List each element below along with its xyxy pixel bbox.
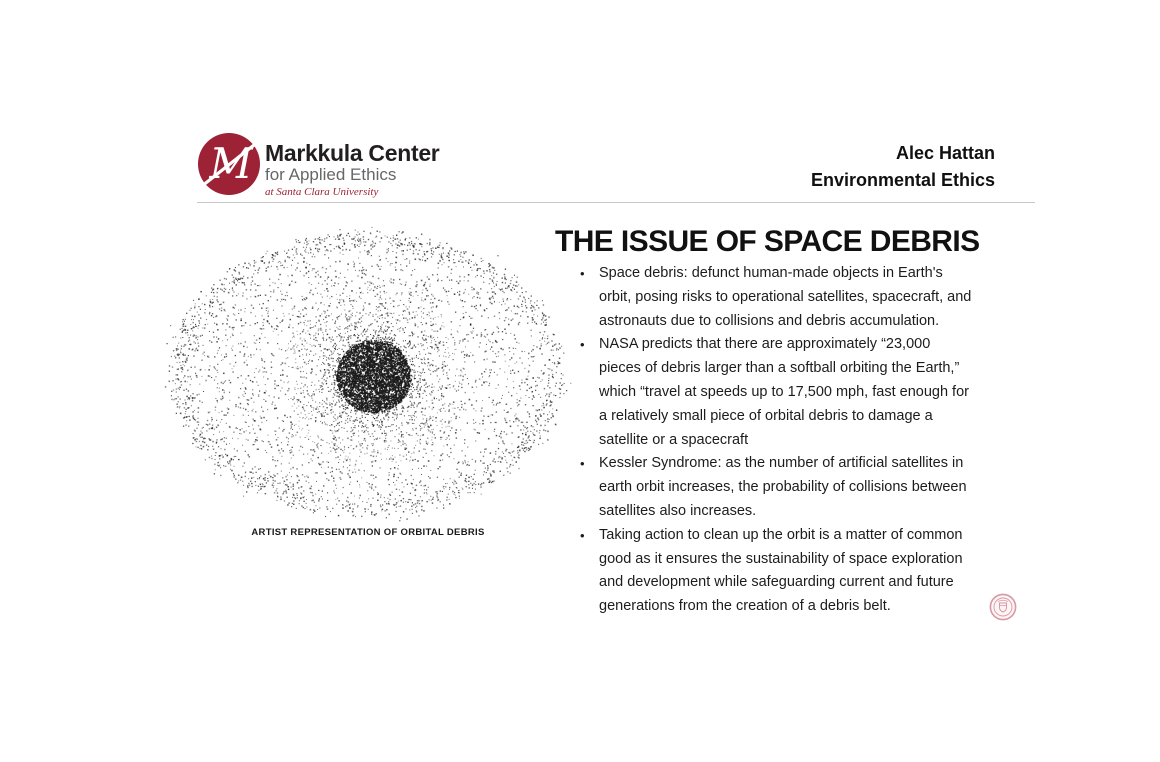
orbital-debris-figure bbox=[164, 226, 572, 522]
author-name: Alec Hattan bbox=[895, 143, 995, 163]
debris-canvas bbox=[164, 226, 572, 522]
course-name: Environmental Ethics bbox=[810, 170, 995, 190]
list-item bbox=[578, 262, 975, 333]
header-divider bbox=[197, 202, 1035, 203]
page-title: THE ISSUE OF SPACE DEBRIS bbox=[555, 225, 980, 258]
bullet-text: NASA predicts that there are approximately “23,000 pieces of debris larger than a softball orbiting the Earth,” which “travel at speeds up to 17,500 mph, fast enough for a relatively small piece of orbital debris to damage a satellite or a spacecraft bbox=[599, 336, 969, 448]
list-item bbox=[578, 452, 975, 523]
list-item bbox=[578, 333, 975, 452]
university-seal-icon bbox=[989, 593, 1017, 621]
org-subtitle: for Applied Ethics bbox=[265, 165, 397, 184]
logo-monogram-icon bbox=[197, 132, 261, 196]
bullet-marker: • bbox=[580, 337, 585, 353]
logo-monogram-letter: M bbox=[209, 139, 253, 188]
markkula-center-logo bbox=[197, 132, 261, 196]
bullet-text: Taking action to clean up the orbit is a matter of common good as it ensures the sustainability of space exploration and development while safeguarding current and future generations from the creation of a debris belt. bbox=[599, 526, 963, 615]
bullet-marker: • bbox=[580, 266, 585, 281]
list-item bbox=[578, 524, 975, 619]
bullet-list bbox=[578, 262, 975, 619]
bullet-text: Kessler Syndrome: as the number of artificial satellites in earth orbit increases, the probability of collisions between satellites also increases. bbox=[599, 455, 967, 519]
org-name: Markkula Center bbox=[265, 140, 440, 166]
org-tagline: at Santa Clara University bbox=[265, 186, 379, 198]
bullet-marker: • bbox=[580, 527, 585, 543]
bullet-marker: • bbox=[580, 456, 585, 472]
bullet-text: Space debris: defunct human-made objects in Earth's orbit, posing risks to operational satellites, spacecraft, and astronauts due to collisions and debris accumulation. bbox=[599, 265, 972, 329]
author-block bbox=[811, 140, 995, 194]
figure-caption: ARTIST REPRESENTATION OF ORBITAL DEBRIS bbox=[251, 527, 485, 538]
